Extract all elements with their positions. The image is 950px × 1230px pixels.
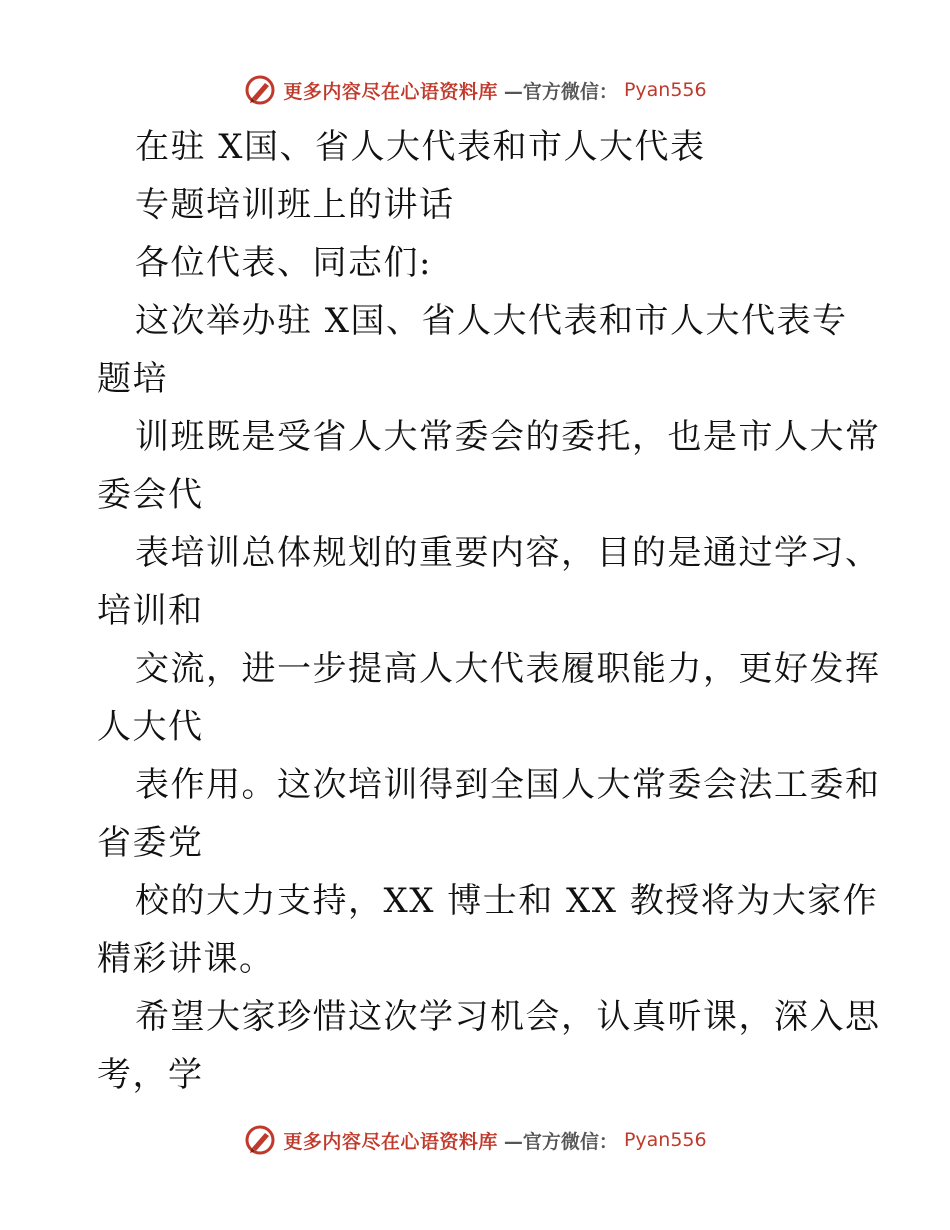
doc-line: 省委党	[97, 823, 204, 863]
doc-line: 委会代	[97, 475, 204, 515]
doc-line: 希望大家珍惜这次学习机会，认真听课，深入思	[135, 997, 881, 1037]
watermark-wechat-id: Pyan556	[623, 79, 707, 101]
doc-line: 题培	[97, 359, 168, 399]
doc-line: 这次举办驻 X国、省人大代表和市人大代表专	[135, 301, 848, 341]
doc-line: 校的大力支持，XX 博士和 XX 教授将为大家作	[135, 881, 879, 921]
doc-line: 交流，进一步提高人大代表履职能力，更好发挥	[135, 649, 881, 689]
watermark-wechat-id: Pyan556	[623, 1129, 707, 1151]
watermark-text: 更多内容尽在心语资料库	[283, 80, 498, 103]
doc-salutation: 各位代表、同志们:	[135, 243, 432, 283]
footer-watermark	[0, 1120, 950, 1160]
pen-logo-icon	[243, 1123, 277, 1157]
doc-title-line-2: 专题培训班上的讲话	[135, 185, 455, 225]
pen-logo-icon	[243, 73, 277, 107]
watermark-separator: —官方微信：	[503, 80, 618, 103]
doc-line: 表培训总体规划的重要内容，目的是通过学习、	[135, 533, 881, 573]
watermark-text: 更多内容尽在心语资料库	[283, 1130, 498, 1153]
doc-line: 训班既是受省人大常委会的委托，也是市人大常	[135, 417, 881, 457]
doc-title-line-1: 在驻 X国、省人大代表和市人大代表	[135, 127, 706, 167]
doc-line: 表作用。这次培训得到全国人大常委会法工委和	[135, 765, 881, 805]
doc-line: 人大代	[97, 707, 204, 747]
doc-line: 精彩讲课。	[97, 939, 275, 979]
doc-line: 考，学	[97, 1055, 204, 1095]
watermark-separator: —官方微信：	[503, 1130, 618, 1153]
doc-line: 培训和	[97, 591, 204, 631]
header-watermark	[0, 70, 950, 110]
